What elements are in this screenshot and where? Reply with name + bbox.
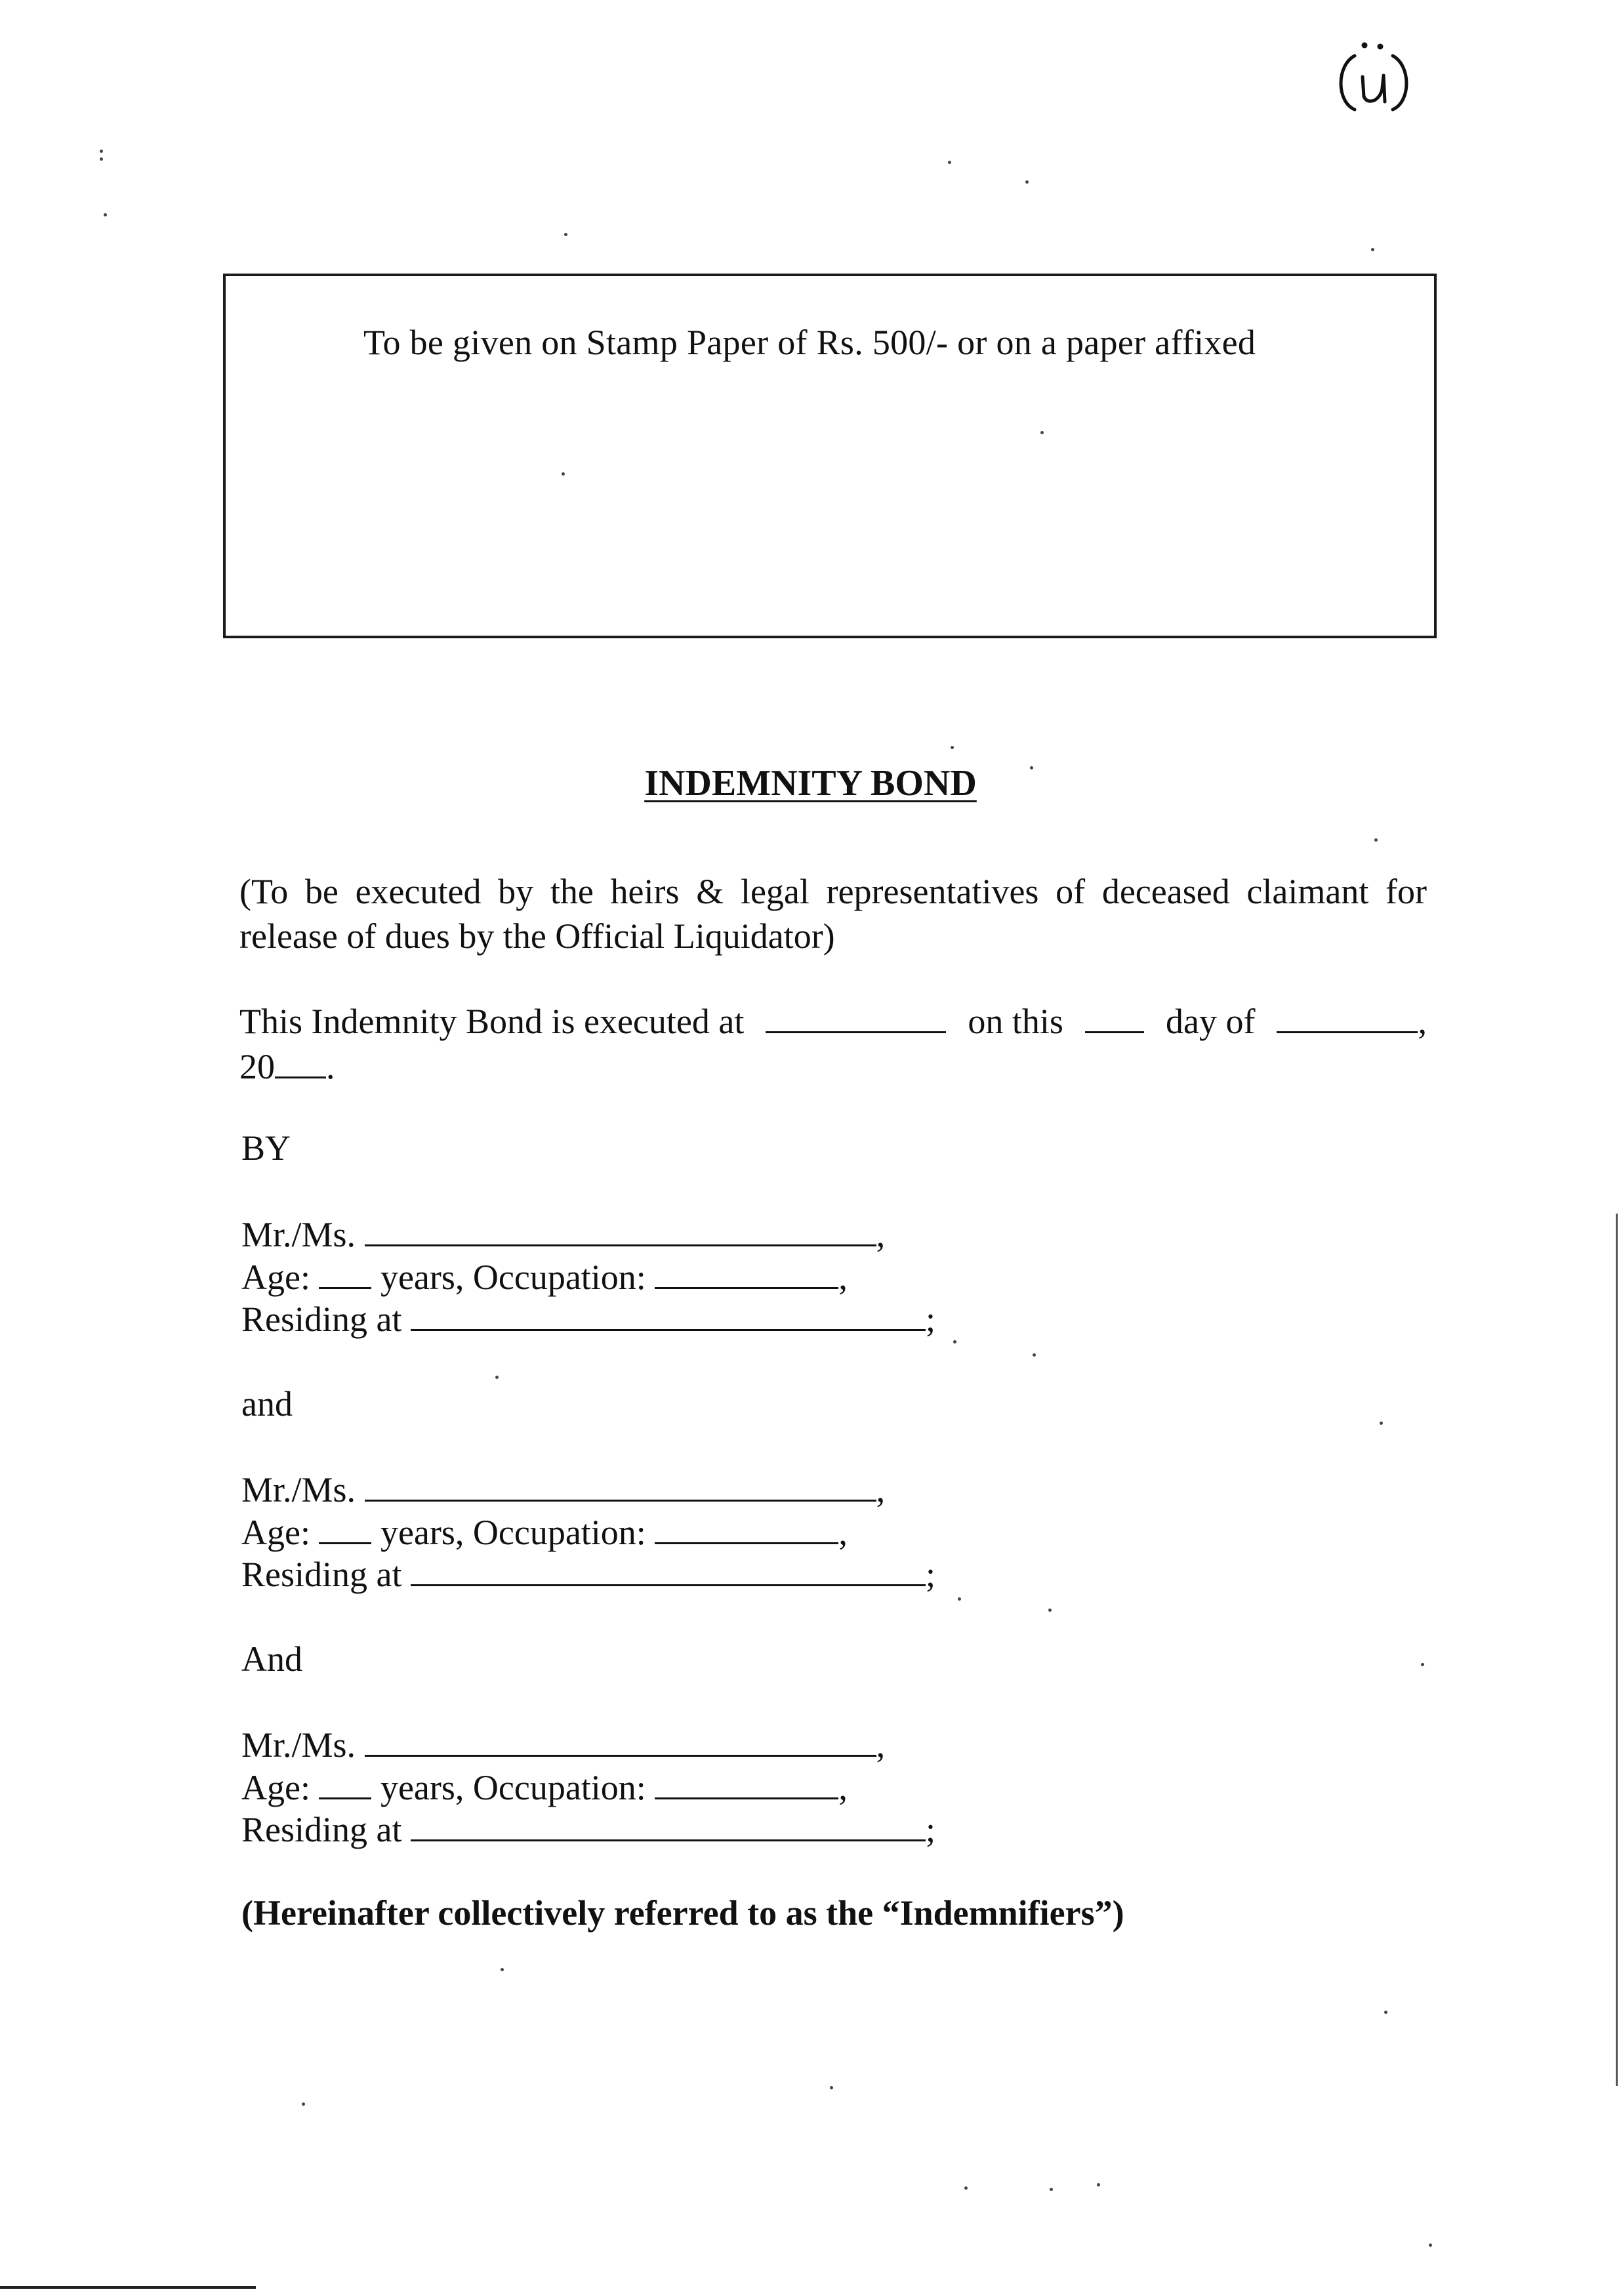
place-blank[interactable] [766,998,946,1033]
footnote-rule [0,2286,256,2289]
connector-and: and [241,1384,293,1424]
party-2-occupation-blank[interactable] [655,1509,838,1544]
years-occupation-label: years, Occupation: [380,1768,646,1807]
name-label: Mr./Ms. [241,1470,356,1509]
scan-speck [1025,180,1029,184]
age-label: Age: [241,1513,310,1552]
party-1-residence-row: Residing at ; [241,1296,935,1340]
stamp-paper-box [223,274,1437,638]
scan-speck [1374,838,1378,842]
party-3-name-blank[interactable] [365,1722,876,1757]
scan-speck [100,157,103,161]
scan-speck [1380,1422,1383,1425]
scan-speck [1371,248,1374,251]
execution-text-3: day of [1166,1002,1256,1041]
year-prefix: 20 [239,1047,275,1086]
scan-speck [1097,2183,1100,2186]
year-blank[interactable] [275,1044,326,1078]
party-2-age-row: Age: years, Occupation: , [241,1509,848,1553]
party-2-age-blank[interactable] [319,1509,371,1544]
scan-speck [1384,2011,1387,2014]
scan-speck [958,1597,961,1601]
name-label: Mr./Ms. [241,1725,356,1765]
scan-speck [104,213,107,216]
party-2-name-blank[interactable] [365,1467,876,1502]
scan-speck [501,1968,504,1971]
age-label: Age: [241,1768,310,1807]
party-1-occupation-blank[interactable] [655,1254,838,1289]
execution-text-2: on this [968,1002,1063,1041]
party-2-name-row: Mr./Ms. , [241,1467,885,1511]
year-suffix: . [326,1047,335,1086]
day-blank[interactable] [1085,998,1144,1033]
execution-clause [239,998,1427,1089]
connector-and-capital: And [241,1639,302,1679]
by-label: BY [241,1128,291,1168]
party-1-age-blank[interactable] [319,1254,371,1289]
scan-edge [1616,1214,1618,2086]
party-1-name-blank[interactable] [365,1212,876,1246]
scan-speck [302,2102,305,2106]
month-blank[interactable] [1277,998,1418,1033]
party-1-age-row: Age: years, Occupation: , [241,1254,848,1298]
stamp-paper-instruction: To be given on Stamp Paper of Rs. 500/- or on a paper affixed [363,323,1256,362]
scan-speck [1033,1353,1036,1357]
scan-speck [564,233,567,236]
residing-label: Residing at [241,1810,402,1849]
party-2-residence-blank[interactable] [411,1551,926,1586]
party-3-residence-blank[interactable] [411,1807,926,1841]
age-label: Age: [241,1258,310,1297]
name-label: Mr./Ms. [241,1215,356,1254]
years-occupation-label: years, Occupation: [380,1258,646,1297]
scan-speck [830,2086,833,2089]
scan-speck [953,1340,956,1343]
scan-speck [1429,2244,1432,2247]
party-1-residence-blank[interactable] [411,1296,926,1331]
scan-speck [495,1376,499,1379]
residing-label: Residing at [241,1555,402,1594]
party-3-age-blank[interactable] [319,1765,371,1799]
residing-label: Residing at [241,1300,402,1339]
scan-speck [1040,431,1044,434]
scan-speck [1048,1609,1052,1612]
scan-speck [1030,766,1033,769]
party-2-residence-row: Residing at ; [241,1551,935,1595]
scan-speck [964,2186,968,2190]
scan-speck [1421,1663,1424,1666]
years-occupation-label: years, Occupation: [380,1513,646,1552]
document-title: INDEMNITY BOND [644,763,977,804]
handwritten-page-mark [1328,36,1420,121]
execution-comma: , [1418,1002,1427,1041]
scan-speck [948,161,951,164]
scan-speck [951,746,954,749]
party-3-name-row: Mr./Ms. , [241,1722,885,1766]
party-1-name-row: Mr./Ms. , [241,1212,885,1256]
party-3-occupation-blank[interactable] [655,1765,838,1799]
scan-speck [1050,2188,1053,2191]
indemnifiers-clause: (Hereinafter collectively referred to as the “Indemnifiers”) [241,1893,1124,1933]
scan-speck [562,472,565,476]
execution-text-1: This Indemnity Bond is executed at [239,1002,745,1041]
document-subtitle: (To be executed by the heirs & legal representatives of deceased claimant for release of dues by the Official Liquidator) [239,872,1427,956]
party-3-age-row: Age: years, Occupation: , [241,1765,848,1809]
scan-speck [100,150,103,153]
party-3-residence-row: Residing at ; [241,1807,935,1851]
